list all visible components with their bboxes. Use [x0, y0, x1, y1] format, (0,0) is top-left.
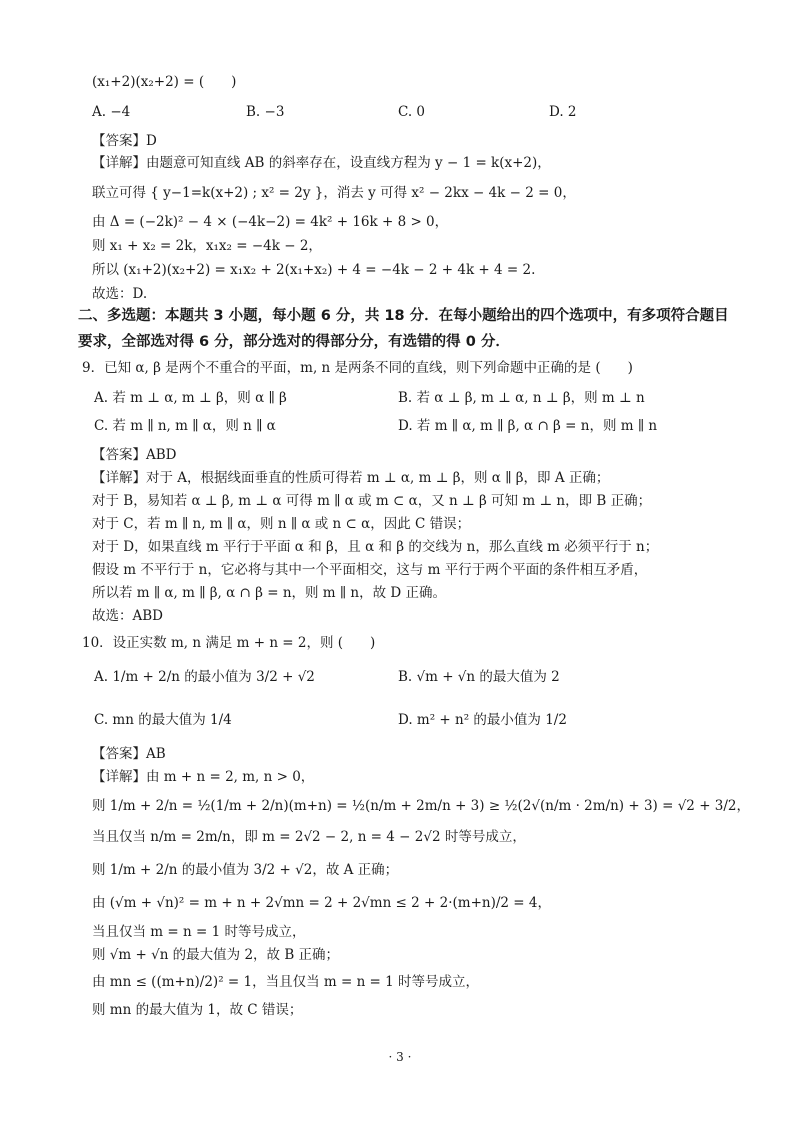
q9-solution-line: 对于 C，若 m ∥ n, m ∥ α，则 n ∥ α 或 n ⊂ α，因此 C 错误； [92, 516, 471, 532]
q10-option-b: B. √m + √n 的最大值为 2 [398, 669, 560, 685]
q10-solution-line: 则 mn 的最大值为 1，故 C 错误； [92, 1002, 303, 1018]
section-heading: 二、多选题：本题共 3 小题，每小题 6 分，共 18 分．在每小题给出的四个选项中，有多项符合题目 [78, 308, 729, 324]
q9-solution-line: 故选：ABD [92, 608, 163, 624]
q8-answer: 【答案】D [92, 133, 157, 149]
q8-solution-line: 故选：D. [92, 286, 148, 302]
q10-solution-line: 由 mn ≤ ((m+n)/2)² = 1，当且仅当 m = n = 1 时等号成立， [92, 974, 480, 990]
q8-option-d: D. 2 [549, 104, 577, 120]
q9-option-a: A. 若 m ⊥ α, m ⊥ β，则 α ∥ β [94, 390, 287, 406]
q8-stem-tail: (x₁+2)(x₂+2) = ( ) [92, 74, 237, 90]
q9-option-c: C. 若 m ∥ n, m ∥ α，则 n ∥ α [94, 418, 276, 434]
q10-solution-line: 【详解】由 m + n = 2, m, n > 0， [92, 769, 315, 785]
q9-solution-line: 假设 m 不平行于 n，它必将与其中一个平面相交，这与 m 平行于两个平面的条件相互矛盾， [92, 562, 648, 578]
q9-option-b: B. 若 α ⊥ β, m ⊥ α, n ⊥ β，则 m ⊥ n [398, 390, 645, 406]
q10-solution-line: 当且仅当 m = n = 1 时等号成立， [92, 924, 306, 940]
q10-option-a: A. 1/m + 2/n 的最小值为 3/2 + √2 [94, 669, 315, 685]
q9-solution-line: 【详解】对于 A，根据线面垂直的性质可得若 m ⊥ α, m ⊥ β，则 α ∥ β，即 A 正确； [92, 470, 610, 486]
q9-stem: 9．已知 α, β 是两个不重合的平面，m, n 是两条不同的直线，则下列命题中正确的是 ( ) [82, 360, 633, 376]
q9-solution-line: 对于 B，易知若 α ⊥ β, m ⊥ α 可得 m ∥ α 或 m ⊂ α，又 n ⊥ β 可知 m ⊥ n，即 B 正确； [92, 493, 652, 509]
q10-solution-line: 则 √m + √n 的最大值为 2，故 B 正确； [92, 947, 340, 963]
q9-solution-line: 所以若 m ∥ α, m ∥ β, α ∩ β = n，则 m ∥ n，故 D 正确。 [92, 585, 447, 601]
q10-solution-line: 由 (√m + √n)² = m + n + 2√mn = 2 + 2√mn ≤ 2 + 2·(m+n)/2 = 4， [92, 895, 551, 911]
q8-solution-line: 【详解】由题意可知直线 AB 的斜率存在，设直线方程为 y − 1 = k(x+2)， [92, 155, 551, 171]
q8-option-a: A. −4 [92, 104, 131, 120]
q10-option-c: C. mn 的最大值为 1/4 [94, 712, 232, 728]
q8-option-b: B. −3 [246, 104, 285, 120]
q10-stem: 10．设正实数 m, n 满足 m + n = 2，则 ( ) [82, 635, 376, 651]
q8-solution-line: 由 Δ = (−2k)² − 4 × (−4k−2) = 4k² + 16k + 8 > 0， [92, 214, 449, 230]
q8-solution-line: 联立可得 { y−1=k(x+2) ; x² = 2y }，消去 y 可得 x² − 2kx − 4k − 2 = 0， [92, 185, 576, 201]
q10-option-d: D. m² + n² 的最小值为 1/2 [398, 712, 567, 728]
q8-option-c: C. 0 [398, 104, 426, 120]
q8-solution-line: 所以 (x₁+2)(x₂+2) = x₁x₂ + 2(x₁+x₂) + 4 = −4k − 2 + 4k + 4 = 2. [92, 262, 536, 278]
q10-solution-line: 则 1/m + 2/n 的最小值为 3/2 + √2，故 A 正确； [92, 862, 399, 878]
q10-solution-line: 当且仅当 n/m = 2m/n，即 m = 2√2 − 2, n = 4 − 2√2 时等号成立， [92, 829, 526, 845]
q9-answer: 【答案】ABD [92, 447, 177, 463]
q9-solution-line: 对于 D，如果直线 m 平行于平面 α 和 β，且 α 和 β 的交线为 n，那么直线 m 必须平行于 n； [92, 539, 659, 555]
q10-solution-line: 则 1/m + 2/n = ½(1/m + 2/n)(m+n) = ½(n/m + 2m/n + 3) ≥ ½(2√(n/m · 2m/n) + 3) = √2 + 3/2， [92, 798, 751, 814]
q8-solution-line: 则 x₁ + x₂ = 2k，x₁x₂ = −4k − 2， [92, 238, 322, 254]
q10-answer: 【答案】AB [92, 746, 166, 762]
page-number: · 3 · [388, 1050, 412, 1064]
q9-option-d: D. 若 m ∥ α, m ∥ β, α ∩ β = n，则 m ∥ n [398, 418, 658, 434]
section-heading-cont: 要求，全部选对得 6 分，部分选对的得部分分，有选错的得 0 分． [78, 334, 510, 350]
